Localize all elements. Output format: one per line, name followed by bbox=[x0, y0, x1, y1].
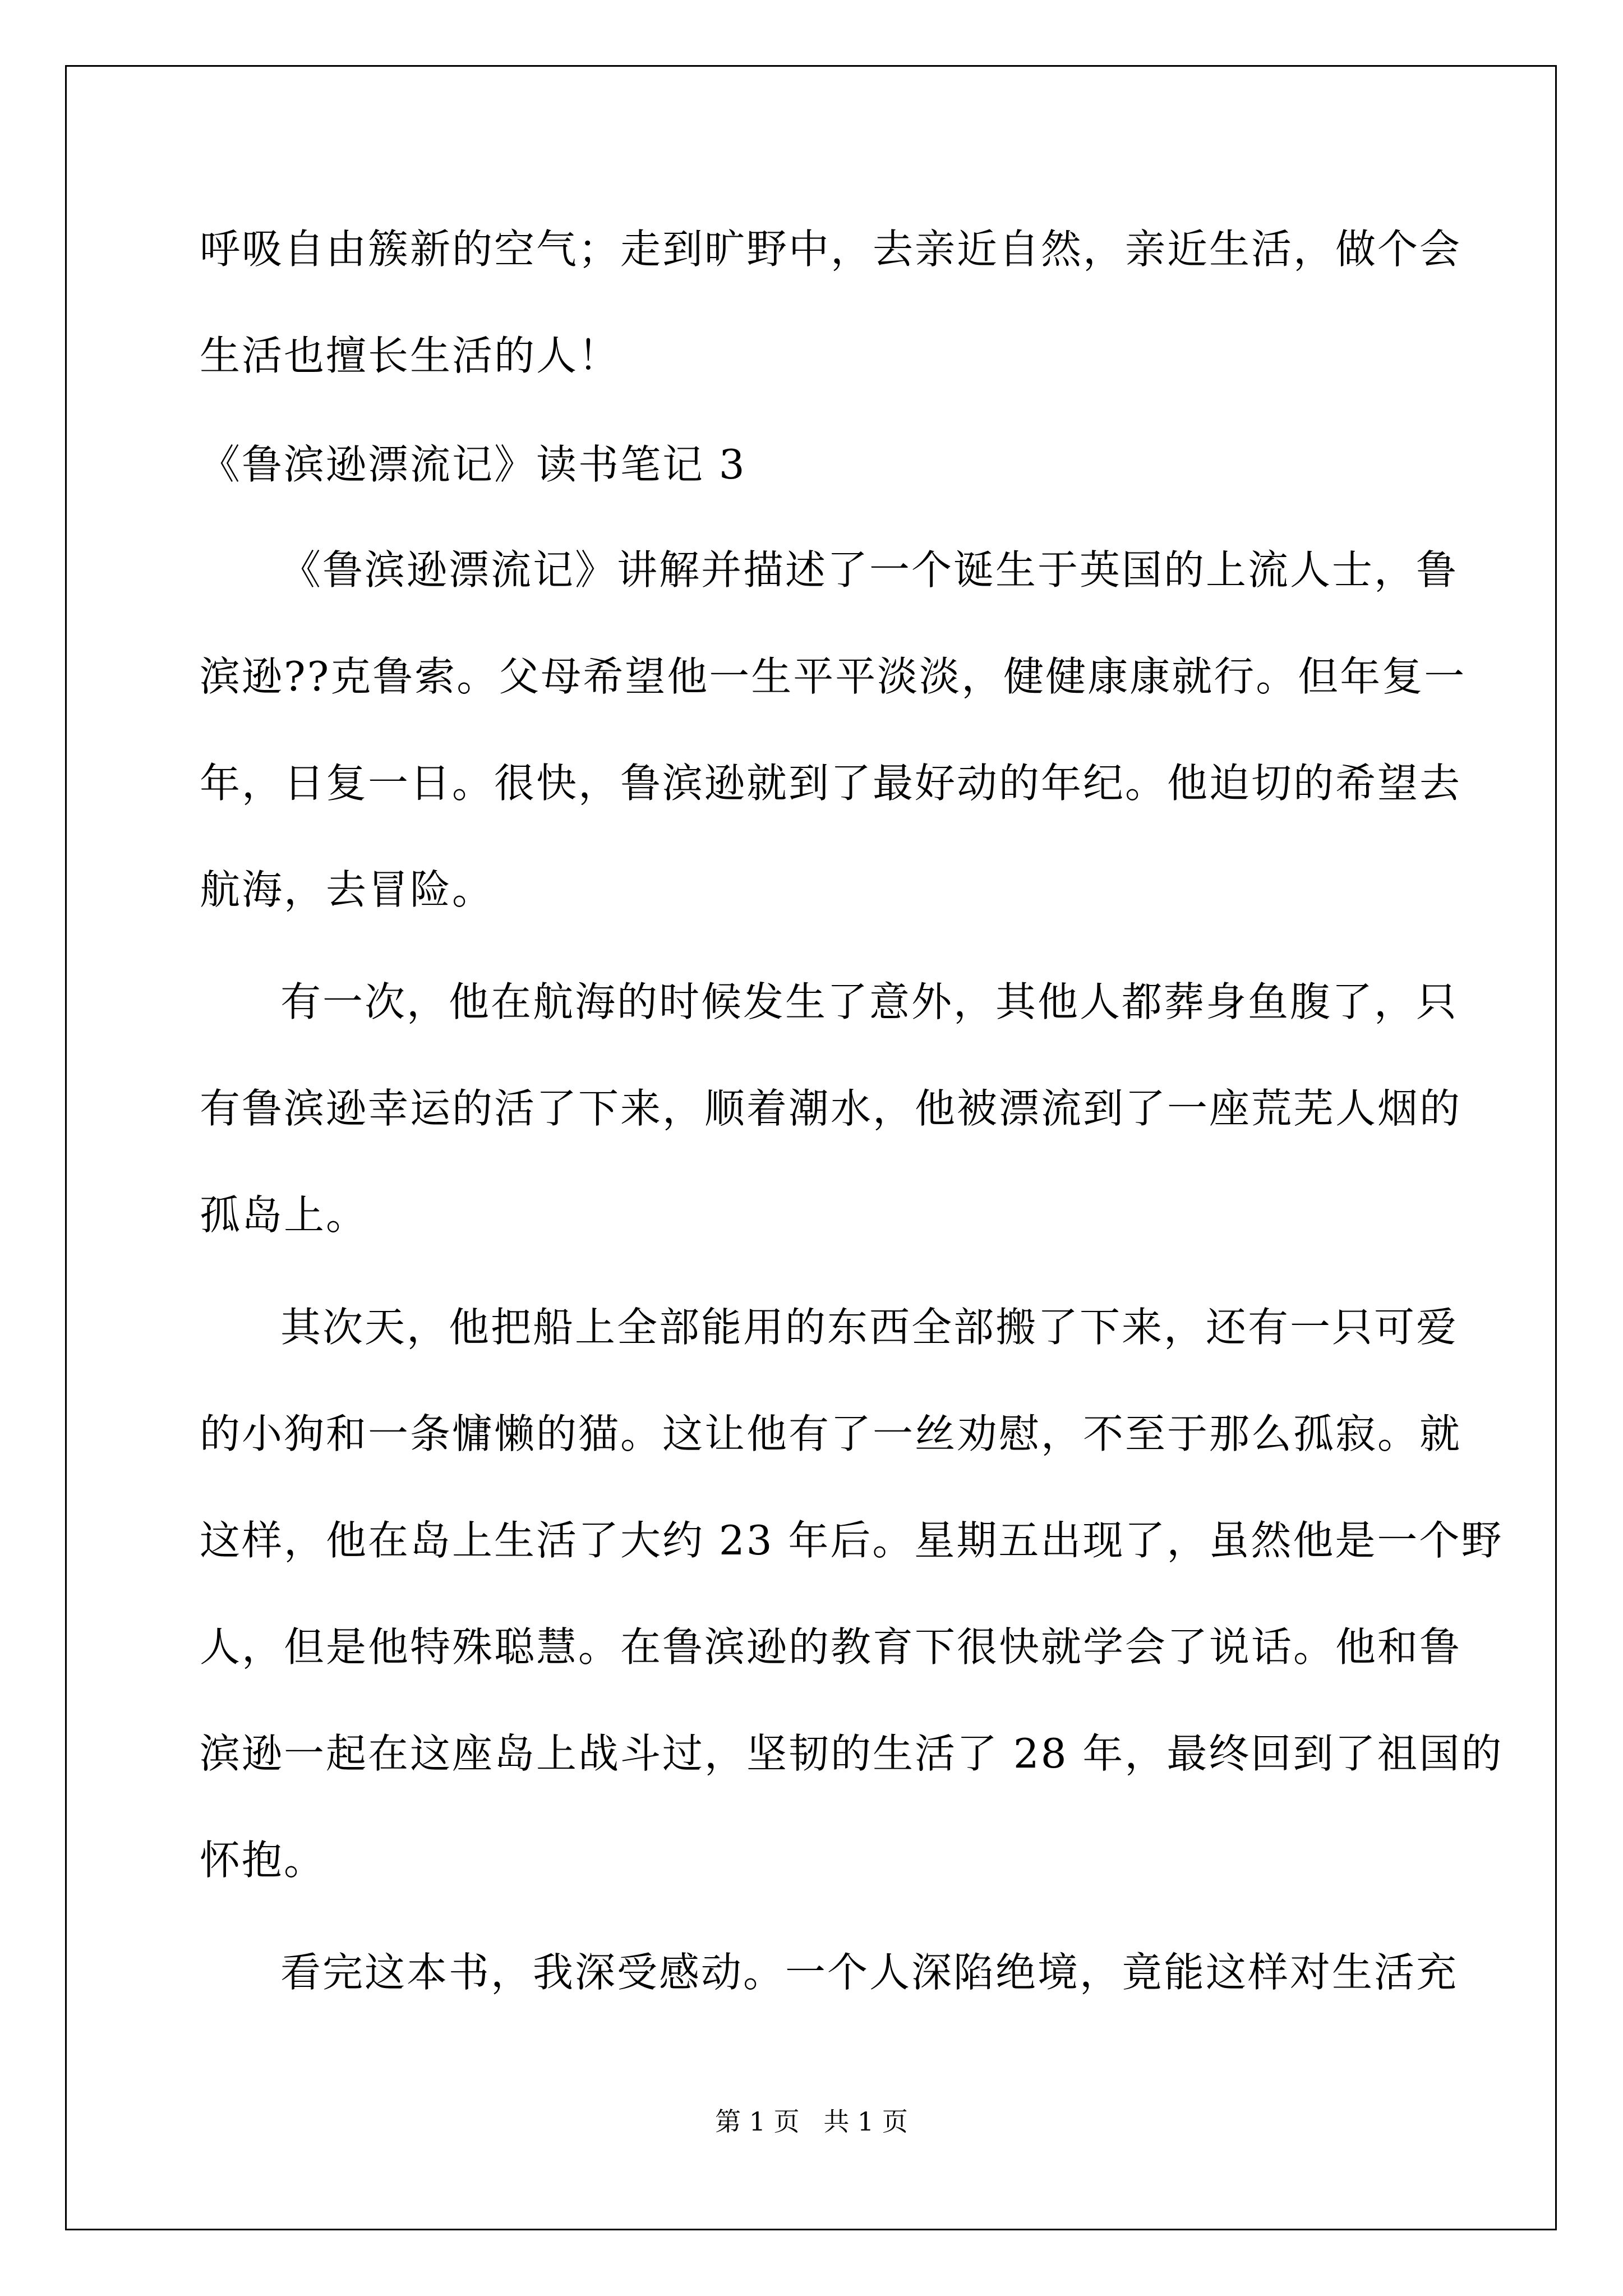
body-line: 《鲁滨逊漂流记》讲解并描述了一个诞生于英国的上流人士，鲁 bbox=[280, 546, 1459, 593]
body-line: 这样，他在岛上生活了大约 23 年后。星期五出现了，虽然他是一个野 bbox=[200, 1517, 1504, 1564]
page-border bbox=[65, 65, 1557, 2230]
body-line: 滨逊一起在这座岛上战斗过，坚韧的生活了 28 年，最终回到了祖国的 bbox=[200, 1730, 1504, 1777]
body-line: 看完这本书，我深受感动。一个人深陷绝境，竟能这样对生活充 bbox=[280, 1949, 1459, 1996]
page-number: 第 1 页 bbox=[715, 2106, 800, 2137]
body-line: 怀抱。 bbox=[200, 1837, 326, 1884]
body-line: 人，但是他特殊聪慧。在鲁滨逊的教育下很快就学会了说话。他和鲁 bbox=[200, 1623, 1462, 1671]
body-line: 孤岛上。 bbox=[200, 1191, 368, 1239]
page-total: 共 1 页 bbox=[823, 2106, 908, 2137]
body-line: 航海，去冒险。 bbox=[200, 866, 495, 913]
body-line: 年，日复一日。很快，鲁滨逊就到了最好动的年纪。他迫切的希望去 bbox=[200, 760, 1462, 807]
body-line: 生活也擅长生活的人！ bbox=[200, 332, 621, 379]
body-line: 有鲁滨逊幸运的活了下来，顺着潮水，他被漂流到了一座荒芜人烟的 bbox=[200, 1085, 1462, 1132]
body-line: 呼吸自由簇新的空气；走到旷野中，去亲近自然，亲近生活，做个会 bbox=[200, 226, 1462, 273]
body-line: 其次天，他把船上全部能用的东西全部搬了下来，还有一只可爱 bbox=[280, 1304, 1459, 1351]
body-line: 有一次，他在航海的时候发生了意外，其他人都葬身鱼腹了，只 bbox=[280, 978, 1459, 1025]
body-line: 滨逊??克鲁索。父母希望他一生平平淡淡，健健康康就行。但年复一 bbox=[200, 653, 1467, 700]
page-footer bbox=[0, 2105, 1623, 2138]
body-line: 的小狗和一条慵懒的猫。这让他有了一丝劝慰，不至于那么孤寂。就 bbox=[200, 1410, 1462, 1457]
section-heading: 《鲁滨逊漂流记》读书笔记 3 bbox=[200, 441, 746, 488]
